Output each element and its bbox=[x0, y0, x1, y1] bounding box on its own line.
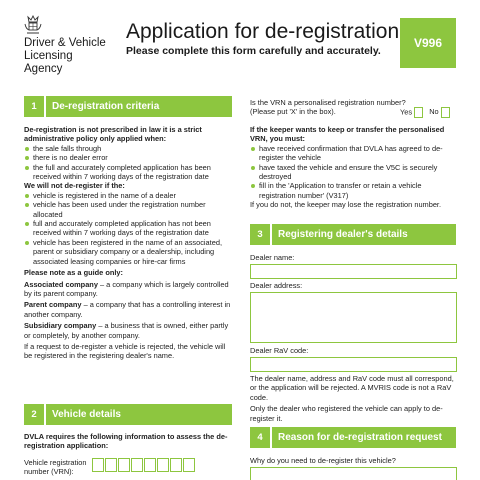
dealer-name-field[interactable] bbox=[250, 264, 457, 279]
section-number: 1 bbox=[24, 96, 46, 117]
definition-text: – a company which is largely controlled by its parent company. bbox=[24, 279, 229, 298]
dealer-note: The dealer name, address and RaV code must all correspond, or the application will be rejected. A MVRIS code is not a RaV code. bbox=[250, 374, 454, 402]
definition bbox=[24, 300, 232, 319]
not-deregister-heading: We will not de-register if the: bbox=[24, 181, 125, 191]
agency-name bbox=[24, 37, 106, 76]
question-line: Is the VRN a personalised registration number? bbox=[250, 98, 406, 107]
agency-line: Licensing bbox=[24, 50, 73, 62]
list-item: there is no dealer error bbox=[24, 153, 232, 162]
vrn-input[interactable] bbox=[92, 458, 196, 477]
dealer-address-label: Dealer address: bbox=[250, 281, 303, 290]
list-item: the sale falls through bbox=[24, 144, 232, 153]
page-title: Application for de-registration bbox=[126, 20, 400, 43]
yes-checkbox[interactable] bbox=[414, 107, 423, 118]
agency-line: Agency bbox=[24, 63, 63, 75]
question-line: (Please put 'X' in the box). bbox=[250, 107, 336, 117]
list-item: the full and accurately completed application has been received within 7 working days of the registration date bbox=[24, 163, 232, 182]
definition-term: Subsidiary company bbox=[24, 321, 97, 331]
vrn-char-box[interactable] bbox=[144, 458, 156, 472]
reason-question: Why do you need to de-register this vehicle? bbox=[250, 456, 396, 465]
dealer-rav-label: Dealer RaV code: bbox=[250, 346, 309, 355]
section-title: Reason for de-registration request bbox=[278, 432, 442, 443]
section-3-header bbox=[250, 224, 456, 245]
no-checkbox[interactable] bbox=[441, 107, 450, 118]
section-title: Registering dealer's details bbox=[278, 229, 408, 240]
dealer-address-field[interactable] bbox=[250, 292, 457, 343]
definition bbox=[24, 321, 232, 340]
section-number: 2 bbox=[24, 404, 46, 425]
yes-no-boxes bbox=[400, 107, 450, 118]
list-item: vehicle has been registered in the name of an associated, parent or subsidiary company or a dealership, including associated leasing companies or hire-car firms bbox=[24, 238, 232, 266]
vrn-label bbox=[24, 458, 94, 477]
no-label: No bbox=[429, 107, 439, 117]
royal-coat-of-arms-icon bbox=[24, 15, 42, 35]
reason-field[interactable] bbox=[250, 467, 457, 480]
list-item: vehicle has been used under the registration number allocated bbox=[24, 200, 232, 219]
page-subtitle: Please complete this form carefully and accurately. bbox=[126, 45, 381, 57]
vrn-char-box[interactable] bbox=[183, 458, 195, 472]
vrn-char-box[interactable] bbox=[92, 458, 104, 472]
dealer-name-label: Dealer name: bbox=[250, 253, 295, 262]
agency-line: Driver & Vehicle bbox=[24, 37, 106, 49]
definition bbox=[24, 280, 232, 299]
section-2-header bbox=[24, 404, 232, 425]
dealer-rav-field[interactable] bbox=[250, 357, 457, 372]
vrn-char-box[interactable] bbox=[170, 458, 182, 472]
definition-text: – a business that is owned, either partly or completely, by another company. bbox=[24, 321, 229, 340]
list-item: vehicle is registered in the name of a dealer bbox=[24, 191, 232, 200]
section-1-header bbox=[24, 96, 232, 117]
criteria-intro: De-registration is not prescribed in law it is a strict administrative policy only applied when: bbox=[24, 125, 202, 144]
vrn-char-box[interactable] bbox=[118, 458, 130, 472]
vrn-char-box[interactable] bbox=[131, 458, 143, 472]
section-number: 4 bbox=[250, 427, 272, 448]
list-item: have received confirmation that DVLA has agreed to de-register the vehicle bbox=[250, 144, 456, 163]
section-2-body bbox=[24, 432, 232, 451]
section-title: Vehicle details bbox=[52, 409, 121, 420]
list-item: full and accurately completed application has not been received within 7 working days of the registration date bbox=[24, 219, 232, 238]
dealer-note: Only the dealer who registered the vehicle can apply to de-register it. bbox=[250, 404, 443, 423]
section-4-header bbox=[250, 427, 456, 448]
vrn-label-line: Vehicle registration bbox=[24, 458, 87, 467]
dealer-notes bbox=[250, 374, 456, 423]
guide-heading: Please note as a guide only: bbox=[24, 268, 123, 278]
rejected-note: If a request to de-register a vehicle is rejected, the vehicle will be registered in the registering dealer's name. bbox=[24, 341, 226, 361]
vehicle-intro: DVLA requires the following information to assess the de-registration application: bbox=[24, 432, 228, 451]
lose-warning: If you do not, the keeper may lose the registration number. bbox=[250, 200, 442, 210]
definition-term: Parent company bbox=[24, 300, 82, 310]
section-title: De-registration criteria bbox=[52, 101, 160, 112]
section-number: 3 bbox=[250, 224, 272, 245]
definition-text: – a company that has a controlling interest in another company. bbox=[24, 300, 231, 319]
vrn-label-line: number (VRN): bbox=[24, 467, 74, 477]
list-item: have taxed the vehicle and ensure the V5C is securely destroyed bbox=[250, 163, 456, 182]
yes-label: Yes bbox=[400, 107, 413, 117]
keeper-heading: If the keeper wants to keep or transfer the personalised VRN, you must: bbox=[250, 125, 445, 144]
definition-term: Associated company bbox=[24, 279, 98, 289]
section-1-body bbox=[24, 125, 232, 361]
keeper-instructions bbox=[250, 125, 456, 210]
vrn-char-box[interactable] bbox=[105, 458, 117, 472]
list-item: fill in the 'Application to transfer or retain a vehicle registration number' (V317) bbox=[250, 181, 456, 200]
vrn-char-box[interactable] bbox=[157, 458, 169, 472]
form-code: V996 bbox=[413, 36, 443, 50]
form-code-badge bbox=[400, 18, 456, 68]
